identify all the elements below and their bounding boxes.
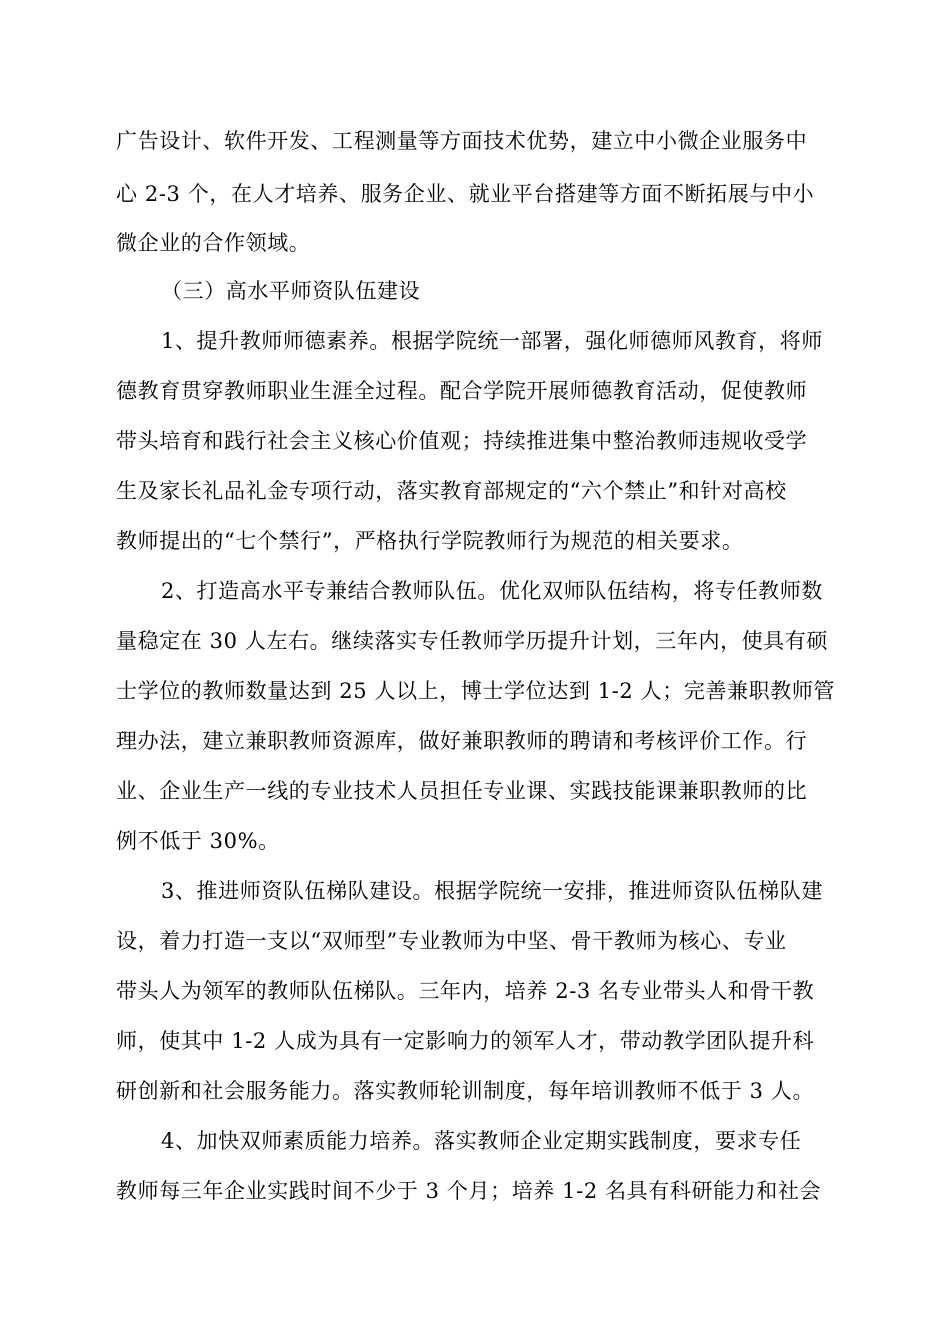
paragraph-line: 生及家长礼品礼金专项行动，落实教育部规定的“六个禁止”和针对高校 [116, 479, 787, 503]
paragraph-line: 例不低于 30%。 [116, 829, 280, 853]
paragraph-line: 微企业的合作领域。 [116, 231, 311, 255]
paragraph-line: 带头培育和践行社会主义核心价值观；持续推进集中整治教师违规收受学 [116, 429, 808, 453]
paragraph-line: 设，着力打造一支以“双师型”专业教师为中坚、骨干教师为核心、专业 [116, 929, 787, 953]
paragraph-line: 理办法，建立兼职教师资源库，做好兼职教师的聘请和考核评价工作。行 [116, 729, 808, 753]
paragraph-line: 教师每三年企业实践时间不少于 3 个月；培养 1-2 名具有科研能力和社会 [116, 1179, 822, 1203]
paragraph-line: 3、推进师资队伍梯队建设。根据学院统一安排，推进师资队伍梯队建 [161, 879, 823, 903]
section-heading: （三）高水平师资队伍建设 [161, 279, 421, 303]
paragraph-line: 业、企业生产一线的专业技术人员担任专业课、实践技能课兼职教师的比 [116, 779, 808, 803]
paragraph-line: 士学位的教师数量达到 25 人以上，博士学位达到 1-2 人；完善兼职教师管 [116, 679, 836, 703]
paragraph-line: 2、打造高水平专兼结合教师队伍。优化双师队伍结构，将专任教师数 [161, 579, 823, 603]
paragraph-line: 带头人为领军的教师队伍梯队。三年内，培养 2-3 名专业带头人和骨干教 [116, 979, 815, 1003]
paragraph-line: 1、提升教师师德素养。根据学院统一部署，强化师德师风教育，将师 [161, 329, 823, 353]
paragraph-line: 心 2-3 个，在人才培养、服务企业、就业平台搭建等方面不断拓展与中小 [116, 182, 815, 206]
paragraph-line: 研创新和社会服务能力。落实教师轮训制度，每年培训教师不低于 3 人。 [116, 1079, 815, 1103]
paragraph-line: 德教育贯穿教师职业生涯全过程。配合学院开展师德教育活动，促使教师 [116, 379, 808, 403]
paragraph-line: 量稳定在 30 人左右。继续落实专任教师学历提升计划，三年内，使具有硕 [116, 629, 829, 653]
paragraph-line: 师，使其中 1-2 人成为具有一定影响力的领军人才，带动教学团队提升科 [116, 1029, 815, 1053]
paragraph-line: 教师提出的“七个禁行”，严格执行学院教师行为规范的相关要求。 [116, 529, 744, 553]
paragraph-line: 广告设计、软件开发、工程测量等方面技术优势，建立中小微企业服务中 [116, 129, 808, 153]
paragraph-line: 4、加快双师素质能力培养。落实教师企业定期实践制度，要求专任 [161, 1129, 802, 1153]
